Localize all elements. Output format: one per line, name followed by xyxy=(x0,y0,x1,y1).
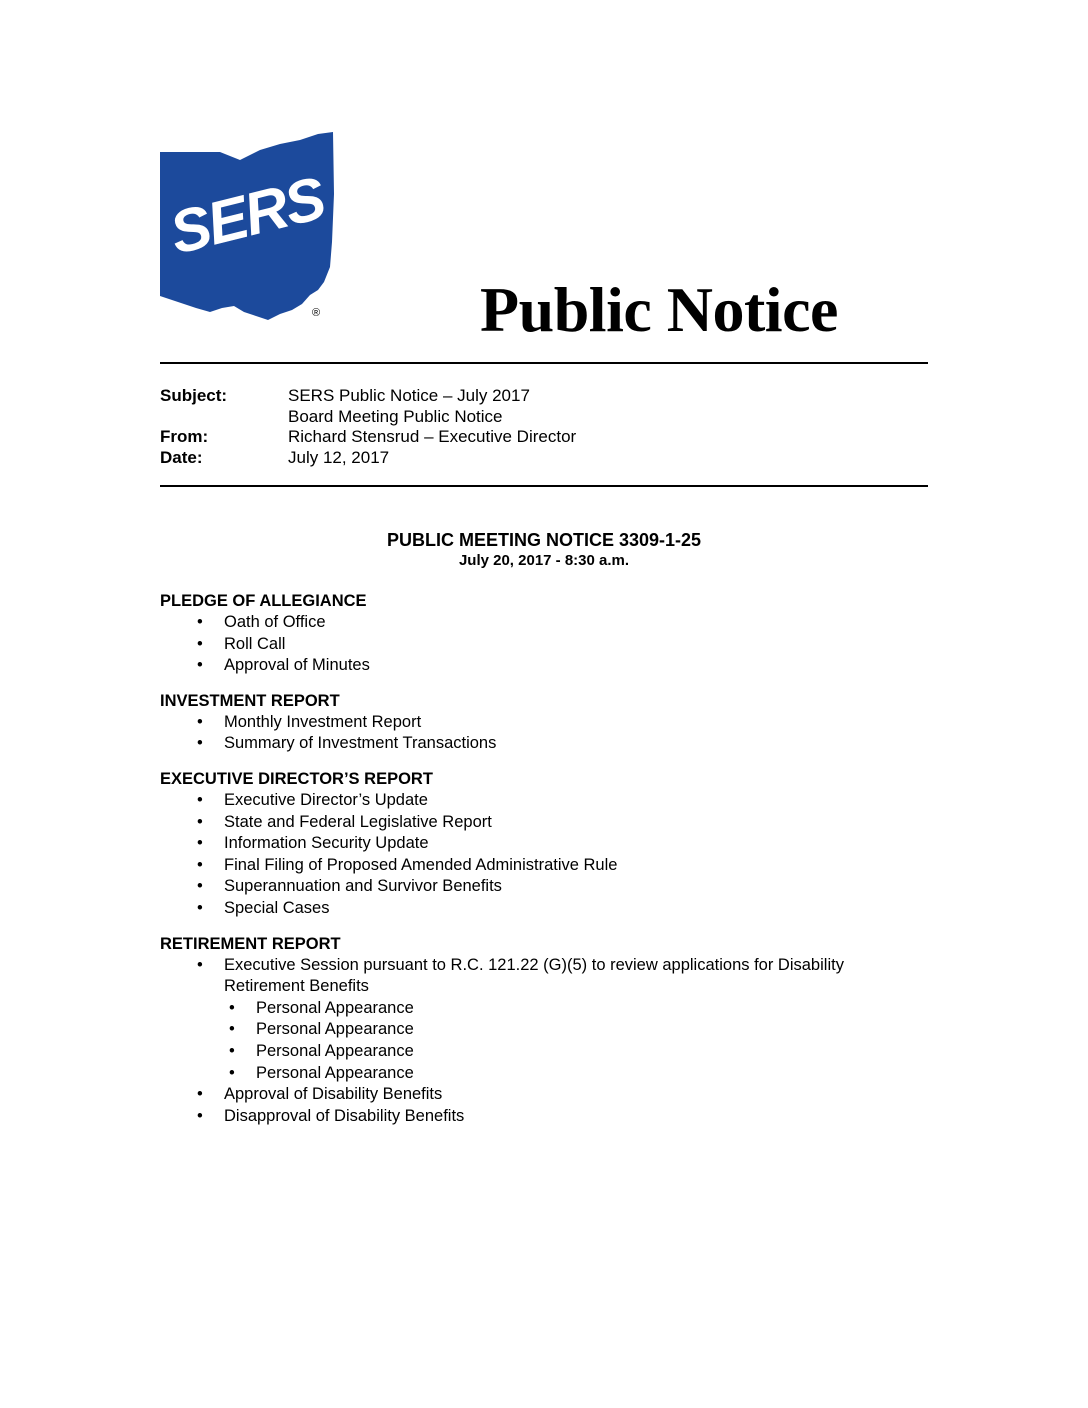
agenda-section-pledge xyxy=(160,591,928,677)
date-label: Date: xyxy=(160,447,203,467)
agenda-section-investment xyxy=(160,691,928,755)
meeting-date: July 20, 2017 - 8:30 a.m. xyxy=(458,552,630,569)
memo-header xyxy=(160,386,576,468)
agenda xyxy=(160,591,928,1141)
agenda-item: • Executive Session pursuant to R.C. 121.22 (G)(5) to review applications for Disability Retirement Benefits xyxy=(160,955,928,998)
meeting-heading xyxy=(160,529,928,571)
subject-label: Subject: xyxy=(160,386,228,405)
agenda-item: • Roll Call xyxy=(160,634,928,656)
section-title: RETIREMENT REPORT xyxy=(160,934,341,953)
agenda-subitem: • Personal Appearance xyxy=(160,1063,928,1085)
svg-text:SERS: SERS xyxy=(163,164,331,267)
agenda-item: • State and Federal Legislative Report xyxy=(160,812,928,834)
agenda-item: • Oath of Office xyxy=(160,612,928,634)
agenda-subitem: • Personal Appearance xyxy=(160,1041,928,1063)
agenda-item: • Special Cases xyxy=(160,898,928,920)
agenda-section-retirement xyxy=(160,934,928,1128)
meeting-notice-title: PUBLIC MEETING NOTICE 3309-1-25 xyxy=(386,530,702,550)
agenda-item: • Information Security Update xyxy=(160,833,928,855)
agenda-item: • Approval of Disability Benefits xyxy=(160,1084,928,1106)
from-label: From: xyxy=(160,427,209,446)
subject-value-line1: SERS Public Notice – July 2017 xyxy=(288,386,530,405)
agenda-item: • Disapproval of Disability Benefits xyxy=(160,1106,928,1128)
agenda-item: • Executive Director’s Update xyxy=(160,790,928,812)
agenda-section-executive-director xyxy=(160,769,928,920)
date-value: July 12, 2017 xyxy=(288,447,390,467)
section-title: PLEDGE OF ALLEGIANCE xyxy=(160,592,367,610)
agenda-item: • Summary of Investment Transactions xyxy=(160,733,928,755)
agenda-item: • Monthly Investment Report xyxy=(160,712,928,734)
sers-logo xyxy=(160,132,336,332)
agenda-item: • Final Filing of Proposed Amended Administrative Rule xyxy=(160,855,928,877)
subject-value-line2: Board Meeting Public Notice xyxy=(288,406,503,426)
from-value: Richard Stensrud – Executive Director xyxy=(288,427,577,446)
agenda-subitem: • Personal Appearance xyxy=(160,998,928,1020)
agenda-item: • Superannuation and Survivor Benefits xyxy=(160,876,928,898)
section-title: EXECUTIVE DIRECTOR’S REPORT xyxy=(160,769,433,788)
page-title: Public Notice xyxy=(480,274,838,345)
agenda-subitem: • Personal Appearance xyxy=(160,1019,928,1041)
bottom-divider xyxy=(160,485,928,487)
section-title: INVESTMENT REPORT xyxy=(160,691,340,710)
top-divider xyxy=(160,362,928,364)
registered-mark: ® xyxy=(312,307,321,319)
agenda-item: • Approval of Minutes xyxy=(160,655,928,677)
